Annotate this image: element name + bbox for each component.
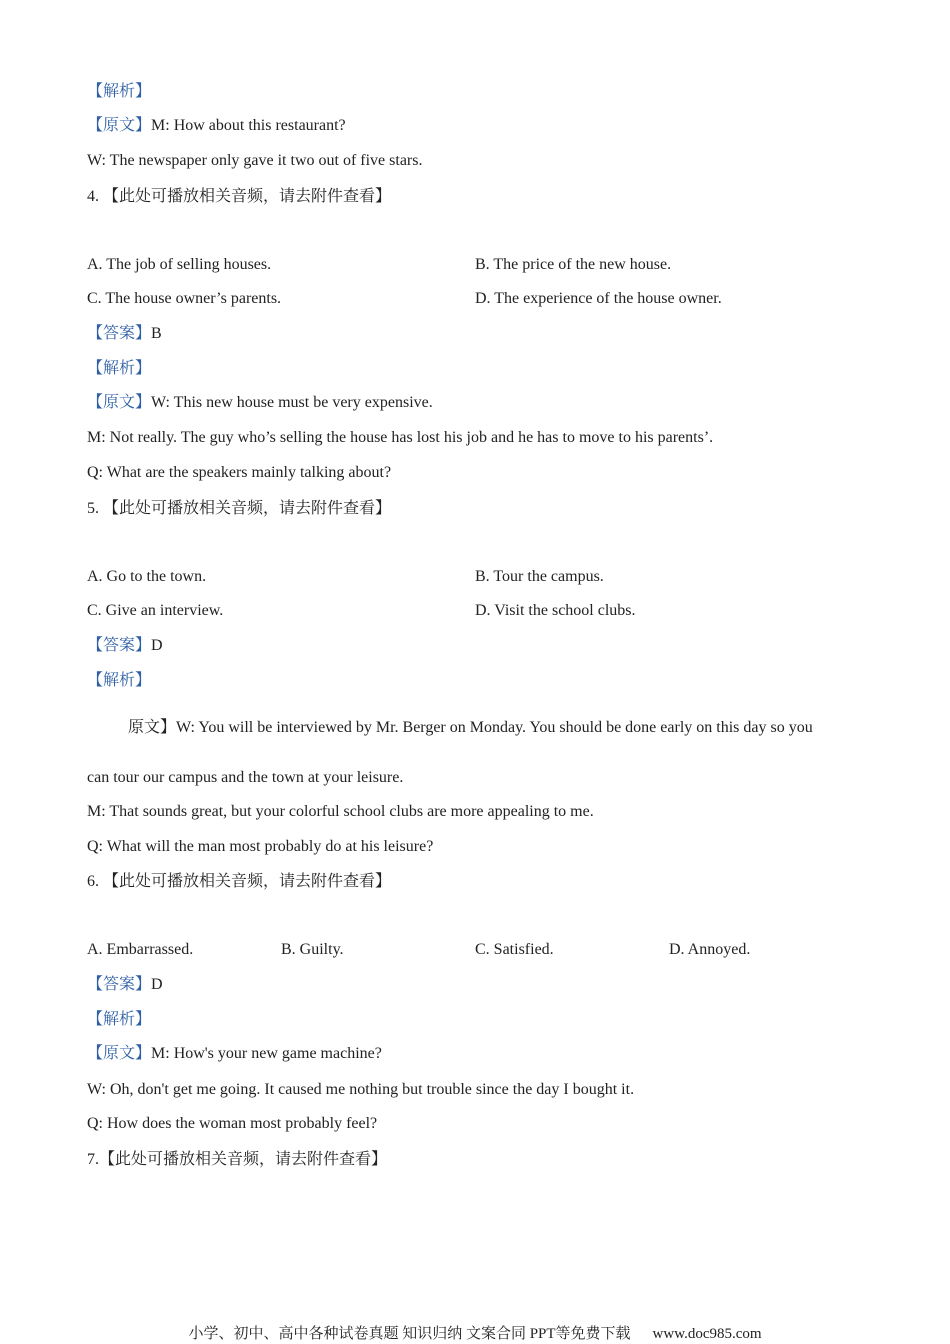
answer-line: 【答案】D bbox=[87, 976, 163, 993]
answer-line: 【答案】B bbox=[87, 325, 162, 342]
transcript-line: M: That sounds great, but your colorful school clubs are more appealing to me. bbox=[87, 803, 594, 820]
transcript-line: 【原文】M: How's your new game machine? bbox=[87, 1045, 382, 1062]
transcript-question: Q: How does the woman most probably feel? bbox=[87, 1115, 378, 1132]
audio-prompt[interactable]: 【此处可播放相关音频，请去附件查看】 bbox=[103, 871, 392, 890]
option-b: B. Tour the campus. bbox=[475, 568, 604, 585]
question-4-heading: 4. 【此处可播放相关音频，请去附件查看】 bbox=[87, 186, 392, 205]
transcript-question: Q: What will the man most probably do at his leisure? bbox=[87, 838, 434, 855]
transcript-line: 【原文】W: This new house must be very expensive. bbox=[87, 394, 433, 411]
option-d: D. Annoyed. bbox=[669, 941, 751, 958]
option-a: A. Go to the town. bbox=[87, 568, 207, 585]
transcript-line: W: The newspaper only gave it two out of five stars. bbox=[87, 152, 423, 169]
option-b: B. The price of the new house. bbox=[475, 256, 672, 273]
question-5-heading: 5. 【此处可播放相关音频，请去附件查看】 bbox=[87, 498, 392, 517]
footer-url[interactable]: www.doc985.com bbox=[652, 1326, 762, 1342]
option-a: A. The job of selling houses. bbox=[87, 256, 272, 273]
page-footer bbox=[0, 1324, 950, 1344]
audio-prompt[interactable]: 【此处可播放相关音频，请去附件查看】 bbox=[103, 498, 392, 517]
analysis-label: 【解析】 bbox=[87, 672, 152, 689]
transcript-line: M: Not really. The guy who’s selling the house has lost his job and he has to move to his parents’. bbox=[87, 429, 714, 446]
audio-prompt[interactable]: 【此处可播放相关音频，请去附件查看】 bbox=[103, 186, 392, 205]
question-7-heading: 7.【此处可播放相关音频，请去附件查看】 bbox=[87, 1149, 388, 1168]
audio-prompt[interactable]: 【此处可播放相关音频，请去附件查看】 bbox=[99, 1149, 388, 1168]
transcript-line: can tour our campus and the town at your leisure. bbox=[87, 769, 404, 786]
option-d: D. The experience of the house owner. bbox=[475, 290, 722, 307]
analysis-label: 【解析】 bbox=[87, 83, 152, 100]
transcript-line: 原文】W: You will be interviewed by Mr. Berger on Monday. You should be done early on this day so you bbox=[128, 719, 813, 736]
option-c: C. The house owner’s parents. bbox=[87, 290, 282, 307]
option-c: C. Give an interview. bbox=[87, 602, 224, 619]
footer-text: 小学、初中、高中各种试卷真题 知识归纳 文案合同 PPT等免费下载 bbox=[188, 1326, 631, 1342]
option-b: B. Guilty. bbox=[281, 941, 344, 958]
option-d: D. Visit the school clubs. bbox=[475, 602, 636, 619]
transcript-question: Q: What are the speakers mainly talking about? bbox=[87, 464, 392, 481]
question-6-heading: 6. 【此处可播放相关音频，请去附件查看】 bbox=[87, 871, 392, 890]
answer-line: 【答案】D bbox=[87, 637, 163, 654]
analysis-label: 【解析】 bbox=[87, 1011, 152, 1028]
transcript-line: 【原文】M: How about this restaurant? bbox=[87, 117, 346, 134]
option-a: A. Embarrassed. bbox=[87, 941, 194, 958]
option-c: C. Satisfied. bbox=[475, 941, 554, 958]
analysis-label: 【解析】 bbox=[87, 360, 152, 377]
transcript-line: W: Oh, don't get me going. It caused me nothing but trouble since the day I bought it. bbox=[87, 1081, 635, 1098]
